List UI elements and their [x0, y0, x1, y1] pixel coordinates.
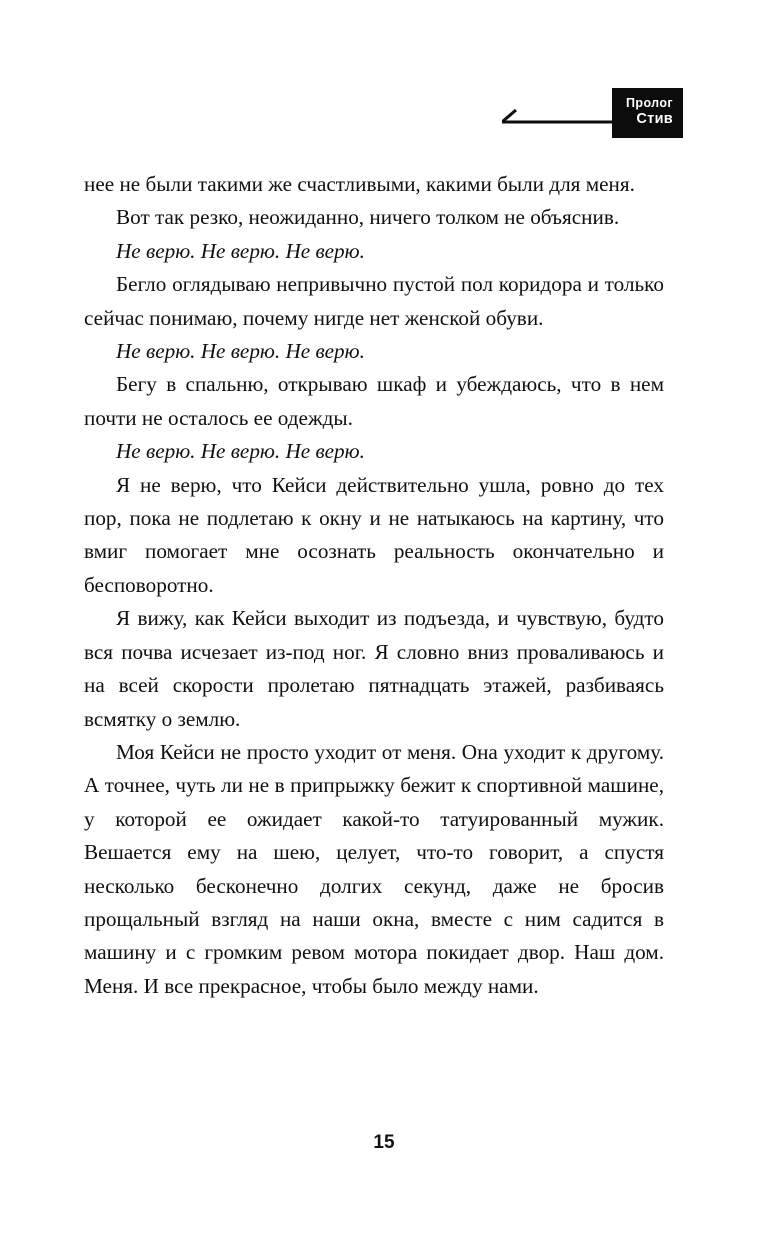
paragraph: Не верю. Не верю. Не верю. — [116, 238, 365, 263]
running-head — [502, 88, 683, 138]
running-head-chapter: Пролог — [626, 96, 673, 111]
paragraph: Вот так резко, неожиданно, ничего толком не объяснив. — [116, 205, 620, 230]
paragraph: Я вижу, как Кейси выходит из подъезда, и чувствую, будто вся почва исчезает из-под ног. Я словно вниз проваливаюсь и на всей скорости пролетаю пятнадцать этажей, разбиваясь всмятку о землю. — [84, 606, 664, 731]
paragraph: Бегу в спальню, открываю шкаф и убеждаюсь, что в нем почти не осталось ее одежды. — [84, 372, 664, 430]
paragraph: Моя Кейси не просто уходит от меня. Она уходит к другому. А точнее, чуть ли не в припрыжку бежит к спортивной машине, у которой ее ожидает какой-то татуированный мужик. Вешается ему на шею, целует, что-то говорит, а спустя несколько бесконечно долгих секунд, даже не бросив прощальный взгляд на наши окна, вместе с ним садится в машину и с громким ревом мотора покидает двор. Наш дом. Меня. И все прекрасное, чтобы было между нами. — [84, 739, 664, 998]
running-head-box — [612, 88, 683, 138]
running-head-speaker: Стив — [636, 111, 673, 128]
left-arrow-rule-icon — [502, 88, 612, 138]
paragraph: Не верю. Не верю. Не верю. — [116, 439, 365, 464]
paragraph: Я не верю, что Кейси действительно ушла, ровно до тех пор, пока не подлетаю к окну и не натыкаюсь на картину, что вмиг помогает мне осознать реальность окончательно и бесповоротно. — [84, 472, 664, 597]
paragraph: Бегло оглядываю непривычно пустой пол коридора и только сейчас понимаю, почему нигде нет женской обуви. — [84, 272, 664, 330]
page-number: 15 — [373, 1132, 395, 1153]
body-text — [84, 168, 664, 1003]
paragraph: нее не были такими же счастливыми, какими были для меня. — [84, 172, 635, 196]
paragraph: Не верю. Не верю. Не верю. — [116, 339, 365, 364]
